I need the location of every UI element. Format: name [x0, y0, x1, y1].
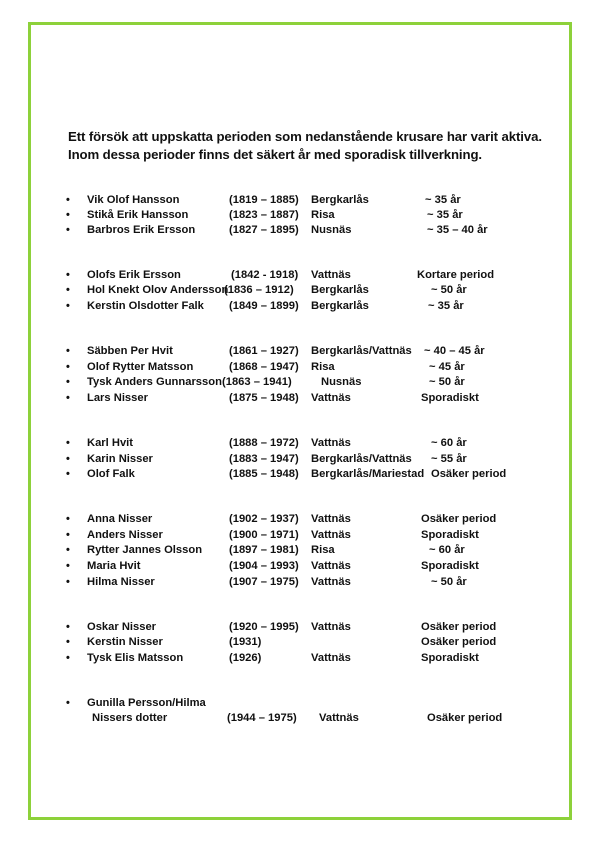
entry-place: Vattnäs — [311, 576, 351, 588]
entry-period: Osäker period — [431, 468, 507, 480]
list-item — [0, 390, 600, 406]
list-item — [0, 542, 600, 558]
entry-name: Vik Olof Hansson — [87, 194, 180, 206]
bullet: • — [66, 345, 70, 357]
entry-years: (1944 – 1975) — [227, 712, 297, 724]
entry-place: Vattnäs — [311, 652, 351, 664]
bullet: • — [66, 376, 70, 388]
entry-name: Karin Nisser — [87, 453, 153, 465]
list-item-last — [0, 695, 600, 711]
entry-name: Olof Rytter Matsson — [87, 361, 194, 373]
bullet: • — [66, 636, 70, 648]
entry-place: Risa — [311, 209, 335, 221]
entry-name-line-1: Gunilla Persson/Hilma — [87, 697, 206, 709]
list-item — [0, 558, 600, 574]
entry-place: Vattnäs — [319, 712, 359, 724]
bullet: • — [66, 652, 70, 664]
entry-period: ~ 50 år — [429, 376, 465, 388]
entry-years: (1888 – 1972) — [229, 437, 299, 449]
entry-years: (1849 – 1899) — [229, 300, 299, 312]
entry-period: ~ 60 år — [429, 544, 465, 556]
entry-place: Bergkarlås — [311, 284, 369, 296]
entry-place: Vattnäs — [311, 437, 351, 449]
entry-period: ~ 50 år — [431, 284, 467, 296]
entry-years: (1926) — [229, 652, 262, 664]
heading-line-2: Inom dessa perioder finns det säkert år med sporadisk tillverkning. — [68, 147, 482, 162]
entry-years: (1883 – 1947) — [229, 453, 299, 465]
entry-name-line-2: Nissers dotter — [92, 712, 168, 724]
entry-name: Hol Knekt Olov Andersson — [87, 284, 229, 296]
bullet: • — [66, 453, 70, 465]
entry-name: Anna Nisser — [87, 513, 153, 525]
page-heading — [68, 128, 548, 164]
entry-period: Sporadiskt — [421, 652, 479, 664]
list-item — [0, 374, 600, 390]
entry-name: Olofs Erik Ersson — [87, 269, 181, 281]
entry-period: ~ 55 år — [431, 453, 467, 465]
entry-years: (1842 - 1918) — [231, 269, 299, 281]
bullet: • — [66, 697, 70, 709]
bullet: • — [66, 468, 70, 480]
entry-name: Olof Falk — [87, 468, 135, 480]
bullet: • — [66, 361, 70, 373]
entry-name: Maria Hvit — [87, 560, 141, 572]
entry-place: Risa — [311, 544, 335, 556]
entry-place: Vattnäs — [311, 513, 351, 525]
list-item — [0, 466, 600, 482]
entry-place: Vattnäs — [311, 560, 351, 572]
entry-period: ~ 45 år — [429, 361, 465, 373]
entry-place: Risa — [311, 361, 335, 373]
list-item — [0, 511, 600, 527]
bullet: • — [66, 621, 70, 633]
entry-years: (1863 – 1941) — [222, 376, 292, 388]
entry-period: ~ 60 år — [431, 437, 467, 449]
entry-years: (1823 – 1887) — [229, 209, 299, 221]
bullet: • — [66, 513, 70, 525]
bullet: • — [66, 269, 70, 281]
bullet: • — [66, 437, 70, 449]
entry-years: (1931) — [229, 636, 262, 648]
bullet: • — [66, 284, 70, 296]
entry-period: ~ 35 år — [428, 300, 464, 312]
list-item — [0, 619, 600, 635]
entry-name: Rytter Jannes Olsson — [87, 544, 203, 556]
list-item — [0, 267, 600, 283]
entry-period: ~ 40 – 45 år — [424, 345, 485, 357]
entry-period: Osäker period — [421, 621, 497, 633]
bullet: • — [66, 544, 70, 556]
bullet: • — [66, 224, 70, 236]
list-item — [0, 574, 600, 590]
entry-name: Karl Hvit — [87, 437, 134, 449]
entry-name: Hilma Nisser — [87, 576, 155, 588]
entry-name: Kerstin Olsdotter Falk — [87, 300, 204, 312]
entry-place: Vattnäs — [311, 529, 351, 541]
entry-place: Bergkarlås — [311, 300, 369, 312]
list-item — [0, 650, 600, 666]
list-item — [0, 282, 600, 298]
entry-period: Osäker period — [421, 636, 497, 648]
entry-name: Säbben Per Hvit — [87, 345, 173, 357]
list-item — [0, 451, 600, 467]
entry-period: Sporadiskt — [421, 529, 479, 541]
list-item-last-continued — [0, 710, 600, 726]
entry-name: Barbros Erik Ersson — [87, 224, 196, 236]
entry-years: (1868 – 1947) — [229, 361, 299, 373]
bullet: • — [66, 529, 70, 541]
entry-period: Osäker period — [427, 712, 503, 724]
entry-years: (1920 – 1995) — [229, 621, 299, 633]
list-item — [0, 634, 600, 650]
entry-years: (1897 – 1981) — [229, 544, 299, 556]
list-item — [0, 343, 600, 359]
entry-name: Kerstin Nisser — [87, 636, 163, 648]
entry-name: Anders Nisser — [87, 529, 163, 541]
list-item — [0, 527, 600, 543]
bullet: • — [66, 560, 70, 572]
bullet: • — [66, 300, 70, 312]
entry-years: (1861 – 1927) — [229, 345, 299, 357]
entry-place: Bergkarlås/Vattnäs — [311, 345, 412, 357]
entry-period: Kortare period — [417, 269, 495, 281]
entry-years: (1885 – 1948) — [229, 468, 299, 480]
entry-name: Lars Nisser — [87, 392, 148, 404]
entry-years: (1819 – 1885) — [229, 194, 299, 206]
list-item — [0, 222, 600, 238]
entry-period: Sporadiskt — [421, 560, 479, 572]
entry-place: Bergkarlås/Mariestad — [311, 468, 425, 480]
entry-years: (1902 – 1937) — [229, 513, 299, 525]
entry-place: Bergkarlås — [311, 194, 369, 206]
entry-years: (1904 – 1993) — [229, 560, 299, 572]
entry-name: Oskar Nisser — [87, 621, 157, 633]
entry-name: Stikå Erik Hansson — [87, 209, 189, 221]
entry-place: Vattnäs — [311, 392, 351, 404]
entry-name: Tysk Anders Gunnarsson — [87, 376, 222, 388]
list-item — [0, 435, 600, 451]
entry-period: ~ 35 år — [425, 194, 461, 206]
entry-name: Tysk Elis Matsson — [87, 652, 184, 664]
entry-period: Osäker period — [421, 513, 497, 525]
entry-years: (1836 – 1912) — [224, 284, 294, 296]
list-item — [0, 192, 600, 208]
entry-place: Bergkarlås/Vattnäs — [311, 453, 412, 465]
bullet: • — [66, 209, 70, 221]
list-item — [0, 298, 600, 314]
entry-period: Sporadiskt — [421, 392, 479, 404]
entry-years: (1875 – 1948) — [229, 392, 299, 404]
entry-period: ~ 35 år — [427, 209, 463, 221]
entry-years: (1900 – 1971) — [229, 529, 299, 541]
heading-line-1: Ett försök att uppskatta perioden som nedanstående krusare har varit aktiva. — [68, 129, 542, 144]
entry-place: Vattnäs — [311, 621, 351, 633]
entry-place: Vattnäs — [311, 269, 351, 281]
entry-place: Nusnäs — [321, 376, 362, 388]
bullet: • — [66, 392, 70, 404]
entry-years: (1907 – 1975) — [229, 576, 299, 588]
list-item — [0, 207, 600, 223]
bullet: • — [66, 194, 70, 206]
entry-place: Nusnäs — [311, 224, 352, 236]
list-item — [0, 359, 600, 375]
entry-period: ~ 35 – 40 år — [427, 224, 488, 236]
bullet: • — [66, 576, 70, 588]
entry-period: ~ 50 år — [431, 576, 467, 588]
entry-years: (1827 – 1895) — [229, 224, 299, 236]
